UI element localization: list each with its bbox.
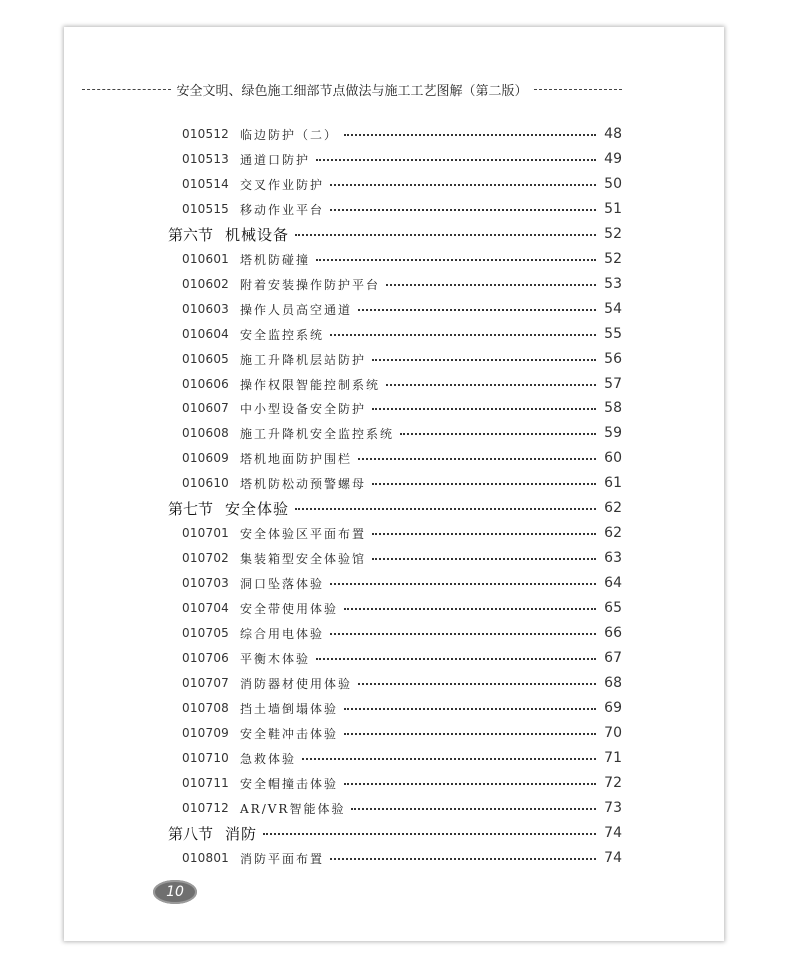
toc-row	[182, 748, 622, 768]
toc-dot-leader	[316, 159, 596, 161]
toc-title: 消防器材使用体验	[240, 676, 353, 691]
toc-row	[182, 573, 622, 593]
toc-dot-leader	[330, 334, 596, 336]
toc-dot-leader	[344, 708, 596, 710]
toc-row	[182, 673, 622, 693]
toc-page-number: 51	[604, 201, 622, 217]
toc-page-number: 74	[604, 825, 622, 841]
toc-page-number: 68	[604, 675, 622, 691]
toc-section-label: 第八节	[168, 824, 214, 843]
toc-dot-leader	[330, 633, 596, 635]
toc-row	[182, 523, 622, 543]
toc-title: 挡土墙倒塌体验	[240, 701, 339, 716]
toc-section-label: 第六节	[168, 225, 214, 244]
toc-code: 010708	[182, 701, 230, 715]
toc-page-number: 53	[604, 276, 622, 292]
toc-title: 交叉作业防护	[240, 177, 325, 192]
toc-title: 中小型设备安全防护	[240, 401, 367, 416]
toc-code: 010702	[182, 551, 230, 565]
toc-title: AR/VR智能体验	[240, 801, 346, 816]
toc-row	[182, 623, 622, 643]
toc-row	[182, 149, 622, 169]
toc-code: 010707	[182, 676, 230, 690]
toc-code: 010515	[182, 202, 230, 216]
toc-code: 010712	[182, 801, 230, 815]
toc-page-number: 67	[604, 650, 622, 666]
toc-code: 010610	[182, 476, 230, 490]
toc-row	[182, 698, 622, 718]
header-title: 安全文明、绿色施工细部节点做法与施工工艺图解（第二版）	[176, 84, 528, 99]
toc-title: 安全体验区平面布置	[240, 526, 367, 541]
toc-row	[182, 598, 622, 618]
toc-dot-leader	[344, 783, 596, 785]
toc-dot-leader	[351, 808, 596, 810]
toc-page-number: 66	[604, 625, 622, 641]
toc-title: 通道口防护	[240, 152, 311, 167]
toc-dot-leader	[316, 259, 596, 261]
toc-title: 安全帽撞击体验	[240, 776, 339, 791]
toc-row	[182, 374, 622, 394]
toc-title: 安全监控系统	[240, 327, 325, 342]
toc-code: 010513	[182, 152, 230, 166]
toc-row	[182, 398, 622, 418]
toc-page-number: 65	[604, 600, 622, 616]
toc-title: 消防	[225, 824, 258, 843]
toc-page-number: 72	[604, 775, 622, 791]
toc-row	[182, 648, 622, 668]
toc-row	[182, 124, 622, 144]
toc-title: 塔机地面防护围栏	[240, 451, 353, 466]
toc-dot-leader	[372, 483, 596, 485]
toc-dot-leader	[358, 309, 596, 311]
running-header	[82, 80, 622, 99]
toc-page-number: 55	[604, 326, 622, 342]
page-number-badge: 10	[153, 880, 197, 904]
toc-code: 010711	[182, 776, 230, 790]
toc-title: 操作权限智能控制系统	[240, 377, 381, 392]
toc-code: 010701	[182, 526, 230, 540]
toc-code: 010709	[182, 726, 230, 740]
toc-page-number: 54	[604, 301, 622, 317]
toc-row	[182, 324, 622, 344]
header-dashes-right	[534, 89, 623, 90]
toc-code: 010801	[182, 851, 230, 865]
toc-title: 附着安装操作防护平台	[240, 277, 381, 292]
toc-page-number: 62	[604, 500, 622, 516]
toc-dot-leader	[358, 683, 596, 685]
toc-row	[182, 299, 622, 319]
toc-page-number: 48	[604, 126, 622, 142]
toc-code: 010602	[182, 277, 230, 291]
toc-row	[182, 349, 622, 369]
toc-page-number: 62	[604, 525, 622, 541]
toc-row	[182, 548, 622, 568]
toc-row	[182, 723, 622, 743]
toc-dot-leader	[295, 234, 596, 236]
toc-dot-leader	[330, 209, 596, 211]
toc-title: 集装箱型安全体验馆	[240, 551, 367, 566]
toc-code: 010706	[182, 651, 230, 665]
toc-title: 安全体验	[225, 499, 290, 518]
toc-page-number: 52	[604, 251, 622, 267]
toc-dot-leader	[344, 608, 596, 610]
header-dashes-left	[82, 89, 171, 90]
toc-row	[182, 798, 622, 818]
toc-title: 综合用电体验	[240, 626, 325, 641]
toc-title: 机械设备	[225, 225, 290, 244]
toc-code: 010606	[182, 377, 230, 391]
toc-row	[182, 249, 622, 269]
toc-dot-leader	[302, 758, 596, 760]
toc-dot-leader	[358, 458, 596, 460]
toc-title: 平衡木体验	[240, 651, 311, 666]
toc-title: 施工升降机安全监控系统	[240, 426, 395, 441]
toc-title: 安全鞋冲击体验	[240, 726, 339, 741]
toc-page-number: 74	[604, 850, 622, 866]
toc-title: 移动作业平台	[240, 202, 325, 217]
toc-title: 操作人员高空通道	[240, 302, 353, 317]
toc-dot-leader	[330, 858, 596, 860]
toc-code: 010604	[182, 327, 230, 341]
toc-code: 010607	[182, 401, 230, 415]
toc-row	[182, 174, 622, 194]
toc-dot-leader	[316, 658, 596, 660]
toc-code: 010603	[182, 302, 230, 316]
toc-page-number: 63	[604, 550, 622, 566]
toc-code: 010704	[182, 601, 230, 615]
toc-page-number: 50	[604, 176, 622, 192]
toc-dot-leader	[372, 533, 596, 535]
toc-page-number: 59	[604, 425, 622, 441]
toc-dot-leader	[386, 284, 596, 286]
toc-title: 急救体验	[240, 751, 297, 766]
toc-row	[182, 274, 622, 294]
toc-code: 010608	[182, 426, 230, 440]
toc-title: 安全带使用体验	[240, 601, 339, 616]
toc-page-number: 58	[604, 400, 622, 416]
toc-dot-leader	[400, 433, 596, 435]
toc-page-number: 69	[604, 700, 622, 716]
toc-page-number: 64	[604, 575, 622, 591]
toc-dot-leader	[372, 558, 596, 560]
toc-row	[182, 773, 622, 793]
toc-dot-leader	[344, 733, 596, 735]
toc-title: 洞口坠落体验	[240, 576, 325, 591]
toc-code: 010605	[182, 352, 230, 366]
toc-row	[182, 848, 622, 868]
toc-page-number: 70	[604, 725, 622, 741]
toc-section-row	[168, 224, 622, 244]
toc-page-number: 52	[604, 226, 622, 242]
toc-page-number: 61	[604, 475, 622, 491]
toc-dot-leader	[344, 134, 596, 136]
toc-dot-leader	[386, 384, 596, 386]
toc-code: 010609	[182, 451, 230, 465]
toc-page-number: 71	[604, 750, 622, 766]
toc-row	[182, 423, 622, 443]
toc-dot-leader	[330, 583, 596, 585]
toc-row	[182, 448, 622, 468]
toc-page-number: 56	[604, 351, 622, 367]
toc-code: 010512	[182, 127, 230, 141]
toc-title: 施工升降机层站防护	[240, 352, 367, 367]
toc-dot-leader	[330, 184, 596, 186]
toc-code: 010601	[182, 252, 230, 266]
toc-page-number: 73	[604, 800, 622, 816]
toc-dot-leader	[372, 359, 596, 361]
toc-row	[182, 473, 622, 493]
toc-title: 塔机防松动预警螺母	[240, 476, 367, 491]
toc-section-label: 第七节	[168, 499, 214, 518]
toc-section-row	[168, 823, 622, 843]
toc-code: 010705	[182, 626, 230, 640]
toc-dot-leader	[295, 508, 596, 510]
toc-code: 010703	[182, 576, 230, 590]
toc-page-number: 49	[604, 151, 622, 167]
toc-section-row	[168, 498, 622, 518]
toc-page-number: 57	[604, 376, 622, 392]
toc-title: 消防平面布置	[240, 851, 325, 866]
toc-dot-leader	[372, 408, 596, 410]
toc-row	[182, 199, 622, 219]
toc-dot-leader	[263, 833, 596, 835]
toc-page-number: 60	[604, 450, 622, 466]
toc-title: 塔机防碰撞	[240, 252, 311, 267]
toc-code: 010710	[182, 751, 230, 765]
toc-code: 010514	[182, 177, 230, 191]
toc-title: 临边防护（二）	[240, 127, 339, 142]
